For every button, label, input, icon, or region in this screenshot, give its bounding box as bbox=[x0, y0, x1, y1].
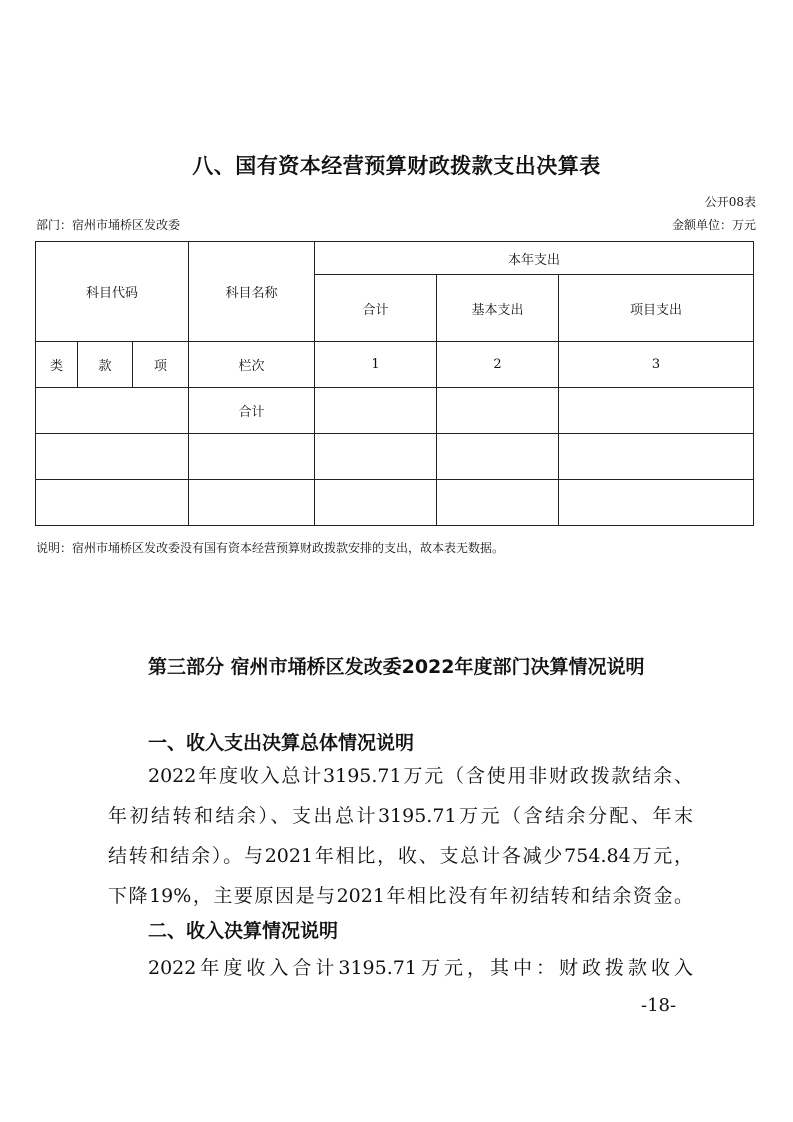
empty-cell bbox=[315, 480, 437, 526]
sub-header-kuan: 款 bbox=[78, 342, 133, 388]
column-index-1: 1 bbox=[315, 342, 437, 388]
column-index-label: 栏次 bbox=[189, 342, 315, 388]
body-line: 下降19%，主要原因是与2021年相比没有年初结转和结余资金。 bbox=[108, 885, 693, 907]
header-subject-name: 科目名称 bbox=[189, 242, 315, 342]
empty-cell bbox=[189, 480, 315, 526]
empty-cell bbox=[437, 480, 559, 526]
table-row bbox=[36, 434, 754, 480]
table-row bbox=[36, 388, 754, 434]
table-row bbox=[36, 480, 754, 526]
section-one-heading: 一、收入支出决算总体情况说明 bbox=[148, 732, 415, 754]
header-subject-code: 科目代码 bbox=[36, 242, 189, 342]
page-number: -18- bbox=[641, 995, 677, 1016]
empty-cell bbox=[437, 434, 559, 480]
expenditure-table bbox=[35, 241, 754, 526]
body-line: 2022年度收入总计3195.71万元（含使用非财政拨款结余、 bbox=[148, 765, 693, 787]
header-total: 合计 bbox=[315, 275, 437, 342]
body-line: 结转和结余）。与2021年相比，收、支总计各减少754.84万元， bbox=[108, 845, 693, 867]
column-index-2: 2 bbox=[437, 342, 559, 388]
header-project-expenditure: 项目支出 bbox=[559, 275, 754, 342]
header-current-year-expenditure: 本年支出 bbox=[315, 242, 754, 275]
empty-cell bbox=[36, 434, 189, 480]
empty-cell bbox=[559, 480, 754, 526]
empty-cell bbox=[315, 434, 437, 480]
empty-cell bbox=[189, 434, 315, 480]
sub-header-xiang: 项 bbox=[133, 342, 189, 388]
column-index-3: 3 bbox=[559, 342, 754, 388]
empty-cell bbox=[315, 388, 437, 434]
table-note: 说明：宿州市埇桥区发改委没有国有资本经营预算财政拨款安排的支出，故本表无数据。 bbox=[36, 541, 505, 555]
section-one-body bbox=[108, 756, 693, 916]
section-two-body bbox=[108, 948, 693, 988]
department-label: 部门：宿州市埇桥区发改委 bbox=[36, 218, 181, 232]
empty-cell bbox=[437, 388, 559, 434]
empty-cell bbox=[36, 480, 189, 526]
empty-cell bbox=[559, 434, 754, 480]
header-basic-expenditure: 基本支出 bbox=[437, 275, 559, 342]
part-three-heading: 第三部分 宿州市埇桥区发改委2022年度部门决算情况说明 bbox=[148, 656, 645, 678]
body-line: 年初结转和结余）、支出总计3195.71万元（含结余分配、年末 bbox=[108, 805, 693, 827]
form-code: 公开08表 bbox=[704, 195, 756, 209]
body-line: 2022年度收入合计3195.71万元，其中：财政拨款收入 bbox=[148, 957, 693, 979]
section-two-heading: 二、收入决算情况说明 bbox=[148, 920, 339, 942]
empty-cell bbox=[559, 388, 754, 434]
empty-cell bbox=[36, 388, 189, 434]
sub-header-lei: 类 bbox=[36, 342, 78, 388]
page-title: 八、国有资本经营预算财政拨款支出决算表 bbox=[192, 154, 601, 178]
row-total-label: 合计 bbox=[189, 388, 315, 434]
unit-label: 金额单位：万元 bbox=[671, 218, 756, 232]
